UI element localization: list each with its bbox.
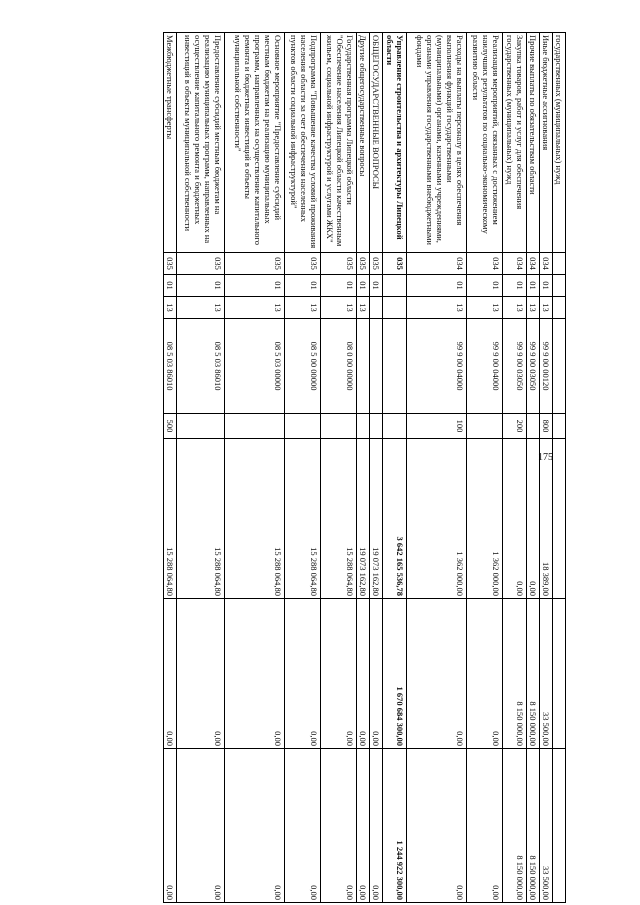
admin-code-cell: 035 xyxy=(225,253,285,275)
subsection-code-cell: 13 xyxy=(527,297,540,319)
amount-year3-cell xyxy=(553,749,566,903)
table-row xyxy=(540,33,553,903)
amount-year2-cell xyxy=(553,599,566,749)
admin-code-cell: 035 xyxy=(321,253,357,275)
target-article-cell: 08 5 03 86010 xyxy=(177,319,225,414)
subsection-code-cell: 13 xyxy=(503,297,527,319)
budget-table-body xyxy=(164,33,566,903)
target-article-cell xyxy=(357,319,370,414)
amount-year1-cell: 15 288 064,80 xyxy=(321,439,357,599)
amount-year3-cell: 0,00 xyxy=(407,749,467,903)
section-code-cell: 01 xyxy=(407,275,467,297)
amount-year1-cell: 15 288 064,80 xyxy=(177,439,225,599)
row-name-cell: Расходы на выплаты персоналу в целях обеспечения выполнения функций государственными (муниципальными) органами, казенными учреждениями, органами управления государственными внебюджетными фондами xyxy=(407,33,467,253)
target-article-cell: 08 5 03 00000 xyxy=(225,319,285,414)
expense-type-cell xyxy=(357,414,370,439)
amount-year2-cell: 0,00 xyxy=(407,599,467,749)
section-code-cell: 01 xyxy=(527,275,540,297)
target-article-cell: 08 0 00 00000 xyxy=(321,319,357,414)
amount-year3-cell: 0,00 xyxy=(370,749,383,903)
table-row xyxy=(285,33,321,903)
amount-year2-cell: 0,00 xyxy=(357,599,370,749)
amount-year2-cell: 8 150 000,00 xyxy=(527,599,540,749)
expense-type-cell xyxy=(225,414,285,439)
amount-year2-cell: 8 150 000,00 xyxy=(503,599,527,749)
expense-type-cell: 800 xyxy=(540,414,553,439)
amount-year3-cell: 0,00 xyxy=(177,749,225,903)
table-row xyxy=(357,33,370,903)
amount-year3-cell: 0,00 xyxy=(357,749,370,903)
section-code-cell: 01 xyxy=(467,275,503,297)
table-row xyxy=(225,33,285,903)
subsection-code-cell: 13 xyxy=(357,297,370,319)
amount-year3-cell: 33 500,00 xyxy=(540,749,553,903)
row-name-cell: государственных (муниципальных) нужд xyxy=(553,33,566,253)
table-row xyxy=(407,33,467,903)
admin-code-cell: 034 xyxy=(503,253,527,275)
amount-year1-cell: 1 362 000,00 xyxy=(407,439,467,599)
expense-type-cell xyxy=(383,414,407,439)
amount-year2-cell: 0,00 xyxy=(225,599,285,749)
section-code-cell: 01 xyxy=(503,275,527,297)
admin-code-cell xyxy=(553,253,566,275)
section-code-cell xyxy=(383,275,407,297)
amount-year1-cell: 19 073 162,80 xyxy=(357,439,370,599)
amount-year2-cell: 0,00 xyxy=(177,599,225,749)
subsection-code-cell xyxy=(553,297,566,319)
table-row xyxy=(553,33,566,903)
amount-year3-cell: 0,00 xyxy=(225,749,285,903)
expense-type-cell: 500 xyxy=(164,414,177,439)
amount-year2-cell: 0,00 xyxy=(321,599,357,749)
admin-code-cell: 034 xyxy=(407,253,467,275)
target-article-cell: 08 5 03 86010 xyxy=(164,319,177,414)
target-article-cell xyxy=(383,319,407,414)
section-code-cell: 01 xyxy=(357,275,370,297)
amount-year2-cell: 0,00 xyxy=(285,599,321,749)
amount-year2-cell: 1 670 684 300,00 xyxy=(383,599,407,749)
table-row xyxy=(527,33,540,903)
admin-code-cell: 034 xyxy=(540,253,553,275)
amount-year3-cell: 0,00 xyxy=(321,749,357,903)
section-code-cell: 01 xyxy=(177,275,225,297)
table-row xyxy=(164,33,177,903)
subsection-code-cell: 13 xyxy=(177,297,225,319)
subsection-code-cell xyxy=(383,297,407,319)
section-code-cell: 01 xyxy=(540,275,553,297)
table-row xyxy=(370,33,383,903)
section-code-cell: 01 xyxy=(370,275,383,297)
target-article-cell: 99 9 00 04000 xyxy=(407,319,467,414)
admin-code-cell: 035 xyxy=(357,253,370,275)
expense-type-cell xyxy=(285,414,321,439)
expense-type-cell xyxy=(527,414,540,439)
amount-year1-cell: 15 288 064,80 xyxy=(164,439,177,599)
amount-year1-cell: 18 389,00 xyxy=(540,439,553,599)
amount-year3-cell: 8 150 000,00 xyxy=(503,749,527,903)
admin-code-cell: 035 xyxy=(383,253,407,275)
expense-type-cell xyxy=(553,414,566,439)
target-article-cell xyxy=(553,319,566,414)
expense-type-cell: 100 xyxy=(407,414,467,439)
row-name-cell: Подпрограмма "Повышение качества условий проживания населения области за счет обеспечения населенных пунктов области социальной инфраструктурой" xyxy=(285,33,321,253)
amount-year1-cell: 15 288 064,80 xyxy=(285,439,321,599)
amount-year2-cell: 0,00 xyxy=(370,599,383,749)
amount-year3-cell: 0,00 xyxy=(164,749,177,903)
amount-year3-cell: 8 150 000,00 xyxy=(527,749,540,903)
amount-year3-cell: 1 244 922 300,00 xyxy=(383,749,407,903)
row-name-cell: Управление строительства и архитектуры Липецкой области xyxy=(383,33,407,253)
row-name-cell: Иные бюджетные ассигнования xyxy=(540,33,553,253)
amount-year1-cell: 3 642 165 536,78 xyxy=(383,439,407,599)
admin-code-cell: 035 xyxy=(177,253,225,275)
expense-type-cell xyxy=(177,414,225,439)
subsection-code-cell: 13 xyxy=(225,297,285,319)
section-code-cell: 01 xyxy=(321,275,357,297)
budget-table xyxy=(163,32,566,903)
subsection-code-cell: 13 xyxy=(467,297,503,319)
row-name-cell: Закупка товаров, работ и услуг для обеспечения государственных (муниципальных) нужд xyxy=(503,33,527,253)
subsection-code-cell: 13 xyxy=(285,297,321,319)
admin-code-cell: 035 xyxy=(370,253,383,275)
row-name-cell: Реализация мероприятий, связанных с достижением наилучших результатов по социально-экономическому развитию области xyxy=(467,33,503,253)
target-article-cell: 08 5 00 00000 xyxy=(285,319,321,414)
row-name-cell: Основное мероприятие "Предоставление субсидий местным бюджетам на реализацию муниципальных программ, направленных на осуществление капитального ремонта и бюджетных инвестиций в объекты муниципальной собственности" xyxy=(225,33,285,253)
target-article-cell: 99 9 00 00120 xyxy=(540,319,553,414)
target-article-cell: 99 9 00 03050 xyxy=(503,319,527,414)
table-row xyxy=(467,33,503,903)
section-code-cell xyxy=(553,275,566,297)
amount-year1-cell: 19 073 162,80 xyxy=(370,439,383,599)
amount-year3-cell: 0,00 xyxy=(285,749,321,903)
amount-year1-cell: 0,00 xyxy=(527,439,540,599)
table-row xyxy=(383,33,407,903)
row-name-cell: Государственная программа Липецкой области "Обеспечение населения Липецкой области качественным жильем, социальной инфраструктурой и услугами ЖКХ" xyxy=(321,33,357,253)
admin-code-cell: 034 xyxy=(467,253,503,275)
row-name-cell: Межбюджетные трансферты xyxy=(164,33,177,253)
section-code-cell: 01 xyxy=(164,275,177,297)
amount-year1-cell xyxy=(553,439,566,599)
expense-type-cell: 200 xyxy=(503,414,527,439)
row-name-cell: Прочие выплаты по обязательствам области xyxy=(527,33,540,253)
admin-code-cell: 035 xyxy=(285,253,321,275)
amount-year2-cell: 33 500,00 xyxy=(540,599,553,749)
target-article-cell xyxy=(370,319,383,414)
page-number: 175 xyxy=(538,452,553,463)
admin-code-cell: 034 xyxy=(527,253,540,275)
subsection-code-cell: 13 xyxy=(407,297,467,319)
amount-year1-cell: 15 288 064,80 xyxy=(225,439,285,599)
table-row xyxy=(177,33,225,903)
subsection-code-cell: 13 xyxy=(540,297,553,319)
section-code-cell: 01 xyxy=(285,275,321,297)
target-article-cell: 99 9 00 03050 xyxy=(527,319,540,414)
amount-year3-cell: 0,00 xyxy=(467,749,503,903)
table-row xyxy=(321,33,357,903)
row-name-cell: ОБЩЕГОСУДАРСТВЕННЫЕ ВОПРОСЫ xyxy=(370,33,383,253)
row-name-cell: Другие общегосударственные вопросы xyxy=(357,33,370,253)
subsection-code-cell: 13 xyxy=(164,297,177,319)
target-article-cell: 99 9 00 04000 xyxy=(467,319,503,414)
amount-year2-cell: 0,00 xyxy=(467,599,503,749)
section-code-cell: 01 xyxy=(225,275,285,297)
subsection-code-cell: 13 xyxy=(321,297,357,319)
row-name-cell: Предоставление субсидий местным бюджетам на реализацию муниципальных программ, направленных на осуществление капитального ремонта и бюджетных инвестиций в объекты муниципальной собственности xyxy=(177,33,225,253)
admin-code-cell: 035 xyxy=(164,253,177,275)
subsection-code-cell xyxy=(370,297,383,319)
amount-year2-cell: 0,00 xyxy=(164,599,177,749)
expense-type-cell xyxy=(370,414,383,439)
amount-year1-cell: 1 362 000,00 xyxy=(467,439,503,599)
rotated-page xyxy=(56,32,566,902)
expense-type-cell xyxy=(321,414,357,439)
amount-year1-cell: 0,00 xyxy=(503,439,527,599)
expense-type-cell xyxy=(467,414,503,439)
table-row xyxy=(503,33,527,903)
